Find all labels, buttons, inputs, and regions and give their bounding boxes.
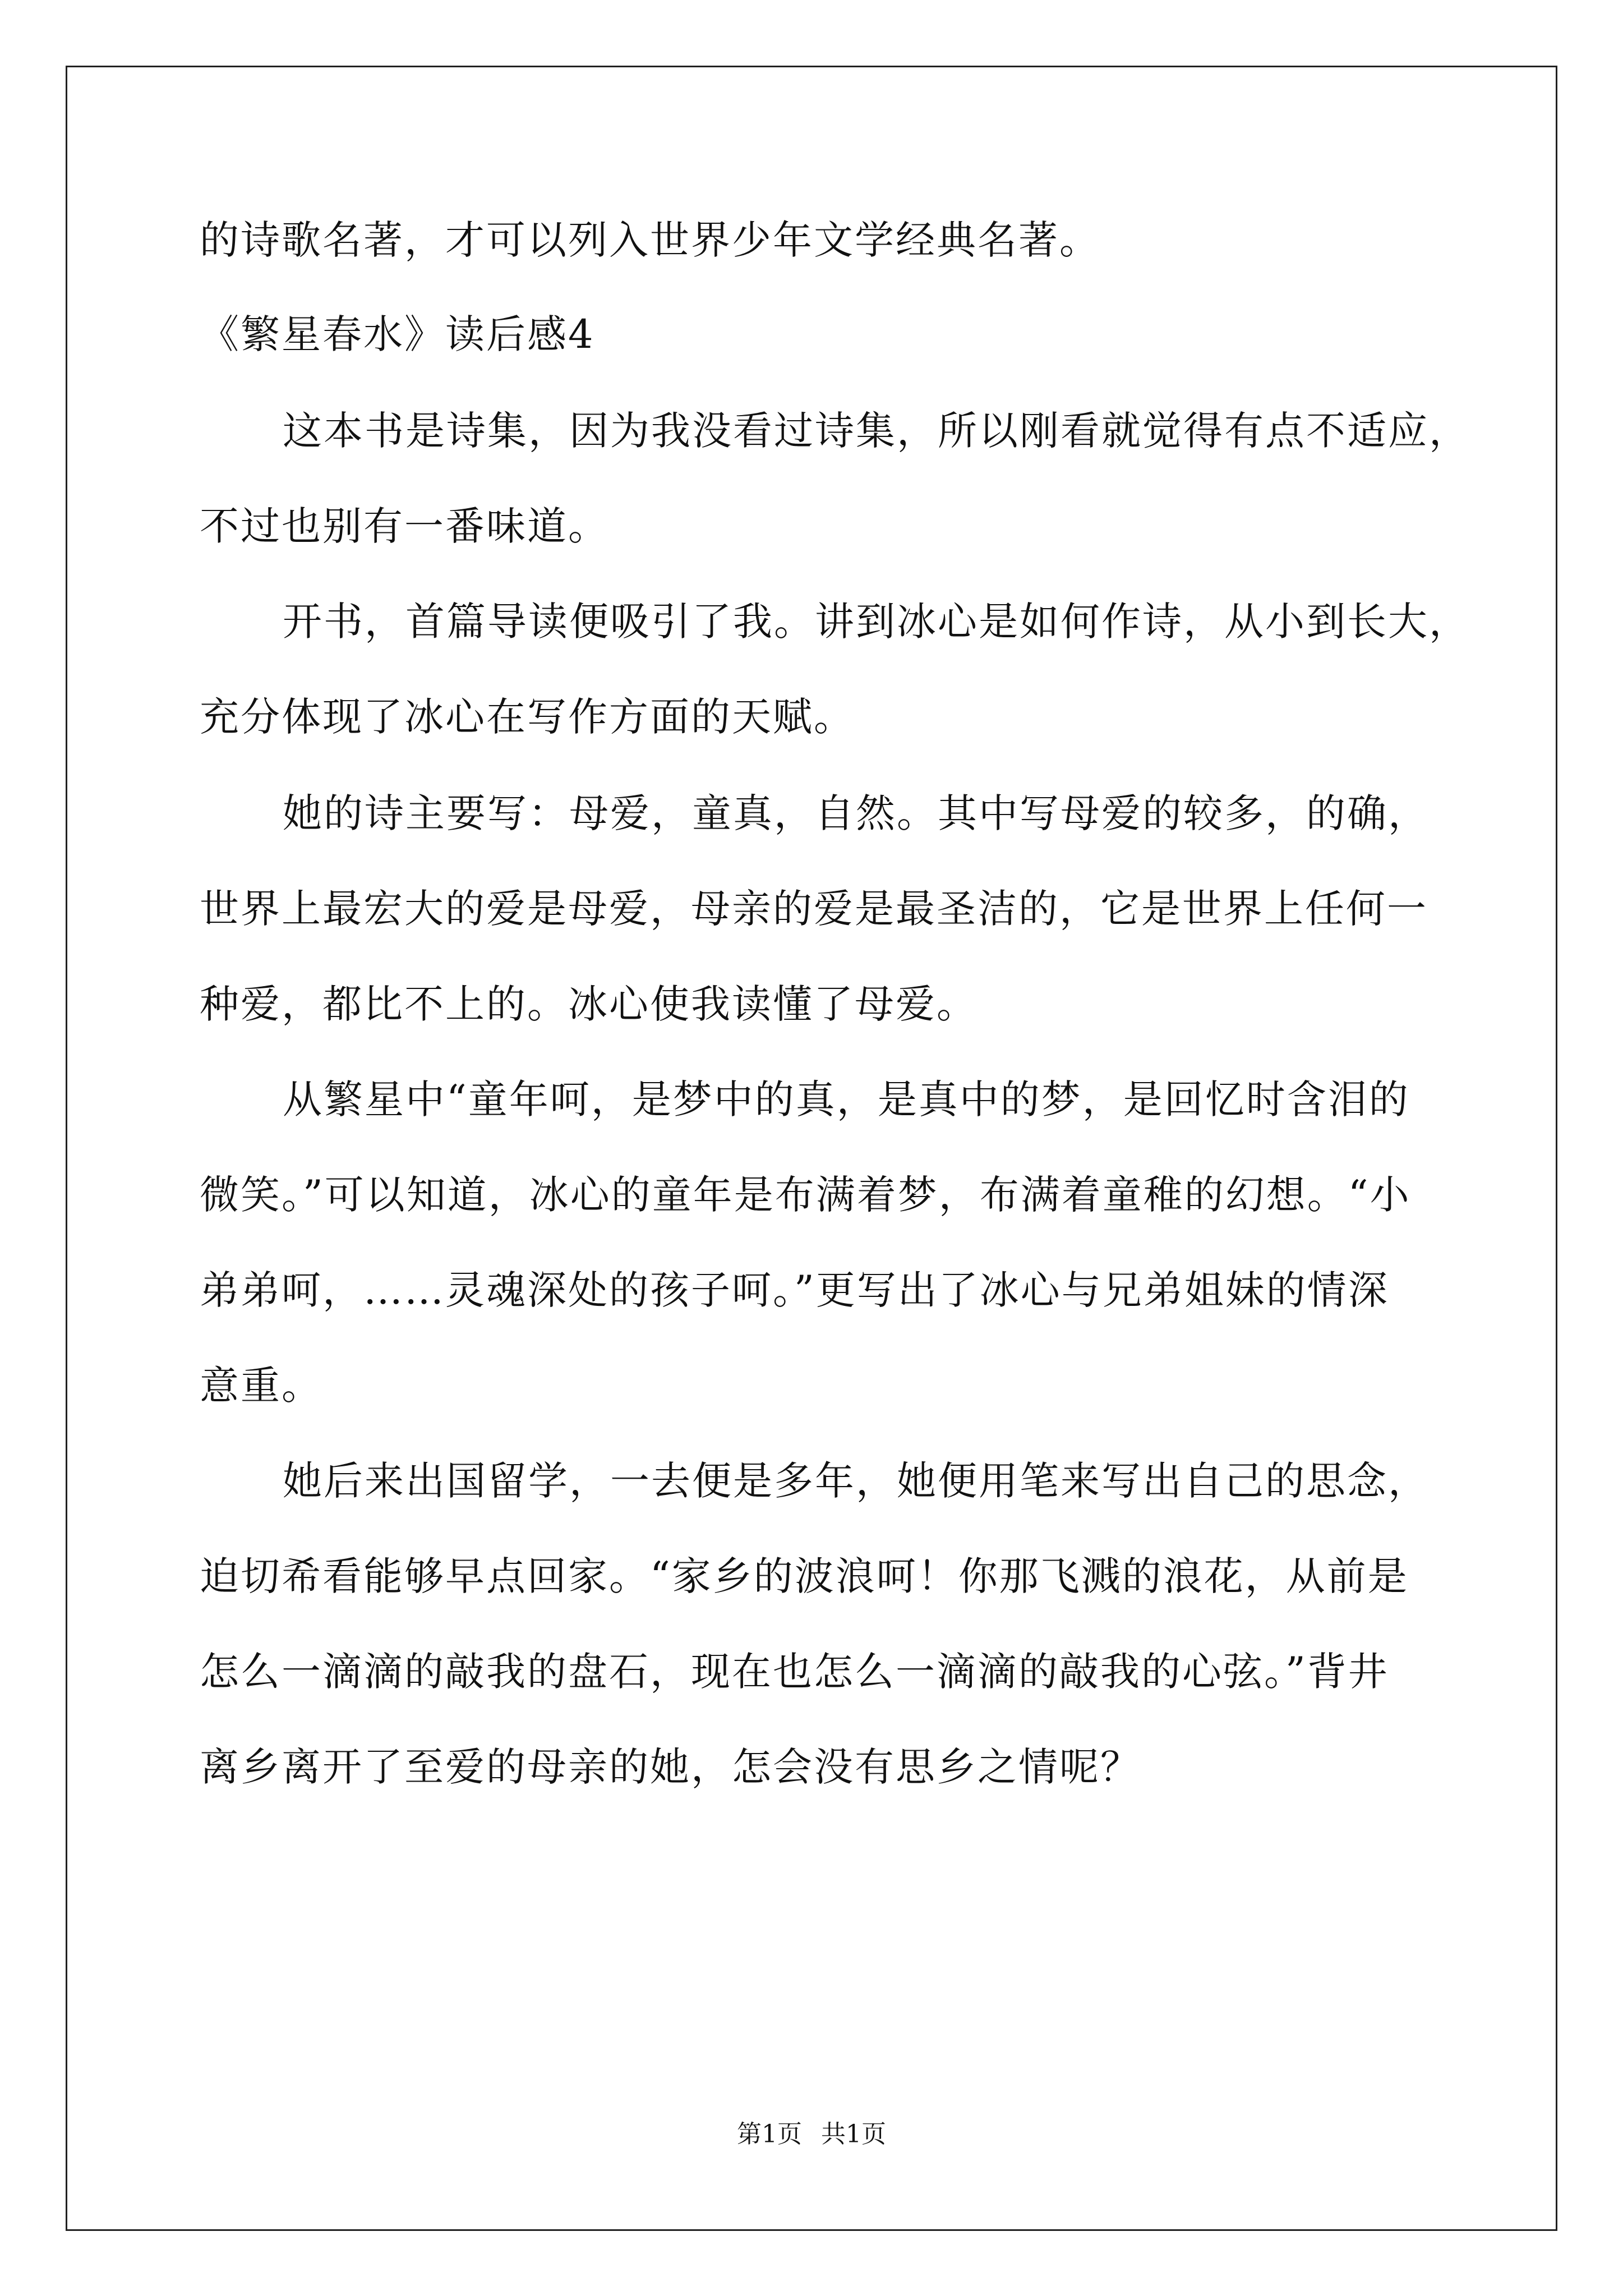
- paragraph-line: 不过也别有一番味道。: [200, 503, 609, 549]
- paragraph-line: 种爱，都比不上的。冰心使我读懂了母爱。: [200, 981, 978, 1027]
- paragraph-line: 充分体现了冰心在写作方面的天赋。: [200, 694, 855, 740]
- paragraph-line: 她后来出国留学，一去便是多年，她便用笔来写出自己的思念，: [283, 1458, 1429, 1504]
- section-heading: 《繁星春水》读后感4: [200, 311, 595, 357]
- page-number-current: 第1页: [737, 2120, 802, 2148]
- paragraph-line: 开书，首篇导读便吸引了我。讲到冰心是如何作诗，从小到长大，: [283, 599, 1470, 645]
- paragraph-line: 怎么一滴滴的敲我的盘石，现在也怎么一滴滴的敲我的心弦。”背井: [200, 1649, 1389, 1695]
- page-number-total: 共1页: [821, 2120, 886, 2148]
- paragraph-line: 她的诗主要写：母爱，童真，自然。其中写母爱的较多，的确，: [283, 790, 1429, 836]
- paragraph-line: 微笑。”可以知道，冰心的童年是布满着梦，布满着童稚的幻想。“小: [200, 1172, 1411, 1218]
- paragraph-line: 弟弟呵，……灵魂深处的孩子呵。”更写出了冰心与兄弟姐妹的情深: [200, 1267, 1389, 1313]
- paragraph-line: 世界上最宏大的爱是母爱，母亲的爱是最圣洁的，它是世界上任何一: [200, 886, 1428, 932]
- text-line-continuation: 的诗歌名著，才可以列入世界少年文学经典名著。: [200, 217, 1100, 263]
- paragraph-line: 离乡离开了至爱的母亲的她，怎会没有思乡之情呢？: [200, 1744, 1141, 1790]
- paragraph-line: 从繁星中“童年呵，是梦中的真，是真中的梦，是回忆时含泪的: [283, 1076, 1410, 1122]
- paragraph-line: 迫切希看能够早点回家。“家乡的波浪呵！你那飞溅的浪花，从前是: [200, 1553, 1409, 1599]
- paragraph-line: 意重。: [200, 1363, 322, 1409]
- paragraph-line: 这本书是诗集，因为我没看过诗集，所以刚看就觉得有点不适应，: [283, 408, 1470, 454]
- page-border: [66, 66, 1557, 2231]
- page-footer: [0, 2118, 1623, 2151]
